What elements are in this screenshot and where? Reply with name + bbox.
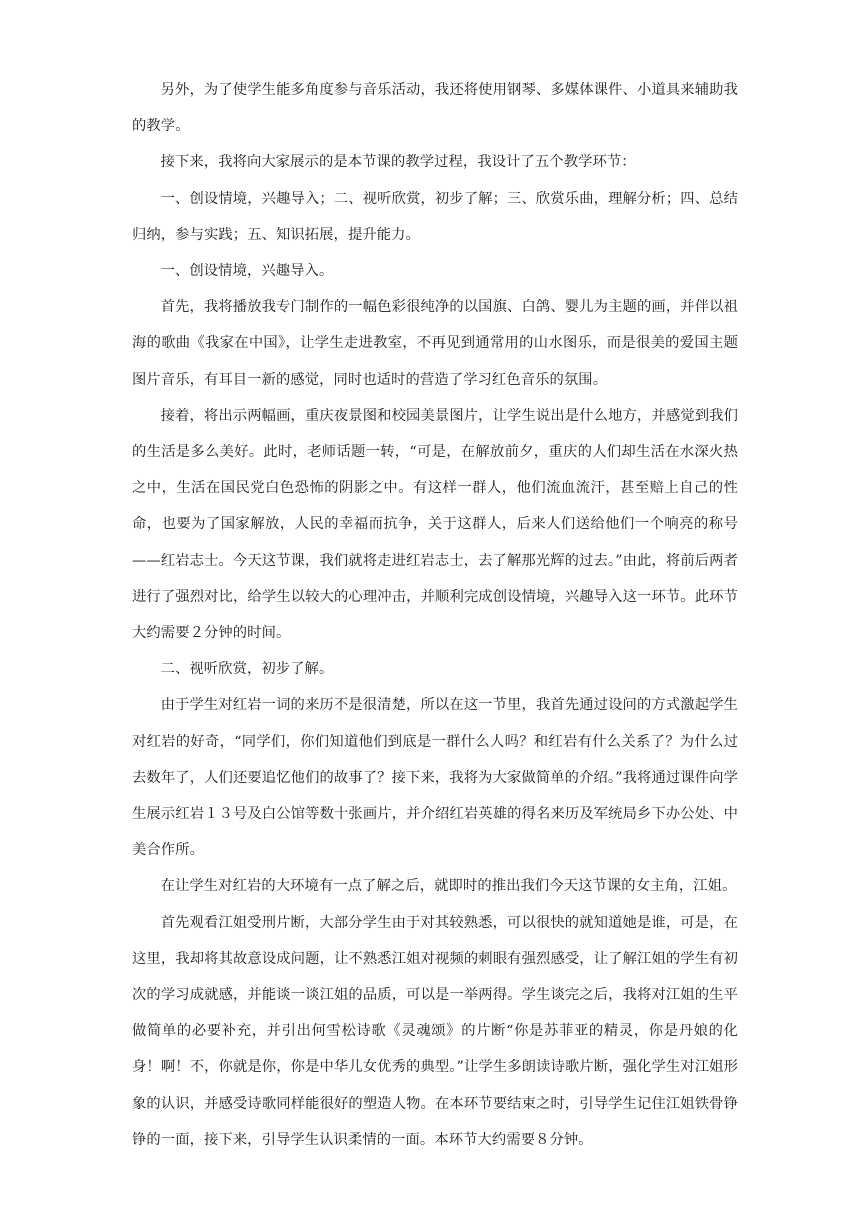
- paragraph: 接着，将出示两幅画，重庆夜景图和校园美景图片，让学生说出是什么地方，并感觉到我们的生活是多么美好。此时，老师话题一转，“可是，在解放前夕，重庆的人们却生活在水深火热之中，生活在国民党白色恐怖的阴影之中。有这样一群人，他们流血流汗，甚至赔上自己的性命，也要为了国家解放，人民的幸福而抗争，关于这群人，后来人们送给他们一个响亮的称号——红岩志士。今天这节课，我们就将走进红岩志士，去了解那光辉的过去。”由此，将前后两者进行了强烈对比，给学生以较大的心理冲击，并顺利完成创设情境，兴趣导入这一环节。此环节大约需要２分钟的时间。: [132, 407, 738, 642]
- section-heading: 一、创设情境，兴趣导入。: [160, 263, 334, 280]
- paragraph: 首先观看江姐受刑片断，大部分学生由于对其较熟悉，可以很快的就知道她是谁，可是，在这里，我却将其故意设成问题，让不熟悉江姐对视频的刺眼有强烈感受，让了解江姐的学生有初次的学习成就感，并能谈一谈江姐的品质，可以是一举两得。学生谈完之后，我将对江姐的生平做简单的必要补充，并引出何雪松诗歌《灵魂颂》的片断“你是苏菲亚的精灵，你是丹娘的化身！啊！不，你就是你，你是中华儿女优秀的典型。”让学生多朗读诗歌片断，强化学生对江姐形象的认识，并感受诗歌同样能很好的塑造人物。在本环节要结束之时，引导学生记住江姐铁骨铮铮的一面，接下来，引导学生认识柔情的一面。本环节大约需要８分钟。: [132, 914, 738, 1148]
- paragraph: 首先，我将播放我专门制作的一幅色彩很纯净的以国旗、白鸽、婴儿为主题的画，并伴以祖海的歌曲《我家在中国》，让学生走进教室，不再见到通常用的山水图乐，而是很美的爱国主题图片音乐，有耳目一新的感觉，同时也适时的营造了学习红色音乐的氛围。: [132, 299, 738, 388]
- section-heading: 二、视听欣赏，初步了解。: [160, 661, 334, 678]
- paragraph: 一、创设情境，兴趣导入；二、视听欣赏，初步了解；三、欣赏乐曲，理解分析；四、总结归纳，参与实践；五、知识拓展，提升能力。: [132, 190, 738, 243]
- paragraph: 由于学生对红岩一词的来历不是很清楚，所以在这一节里，我首先通过设问的方式激起学生对红岩的好奇，“同学们，你们知道他们到底是一群什么人吗？和红岩有什么关系了？为什么过去数年了，人们还要追忆他们的故事了？接下来，我将为大家做简单的介绍。”我将通过课件向学生展示红岩１３号及白公馆等数十张画片，并介绍红岩英雄的得名来历及军统局乡下办公处、中美合作所。: [132, 697, 738, 859]
- document-body: [132, 72, 738, 1158]
- paragraph: 在让学生对红岩的大环境有一点了解之后，就即时的推出我们今天这节课的女主角，江姐。: [160, 878, 737, 895]
- paragraph: 另外，为了使学生能多角度参与音乐活动，我还将使用钢琴、多媒体课件、小道具来辅助我的教学。: [132, 82, 738, 135]
- paragraph: 接下来，我将向大家展示的是本节课的教学过程，我设计了五个教学环节：: [160, 154, 636, 171]
